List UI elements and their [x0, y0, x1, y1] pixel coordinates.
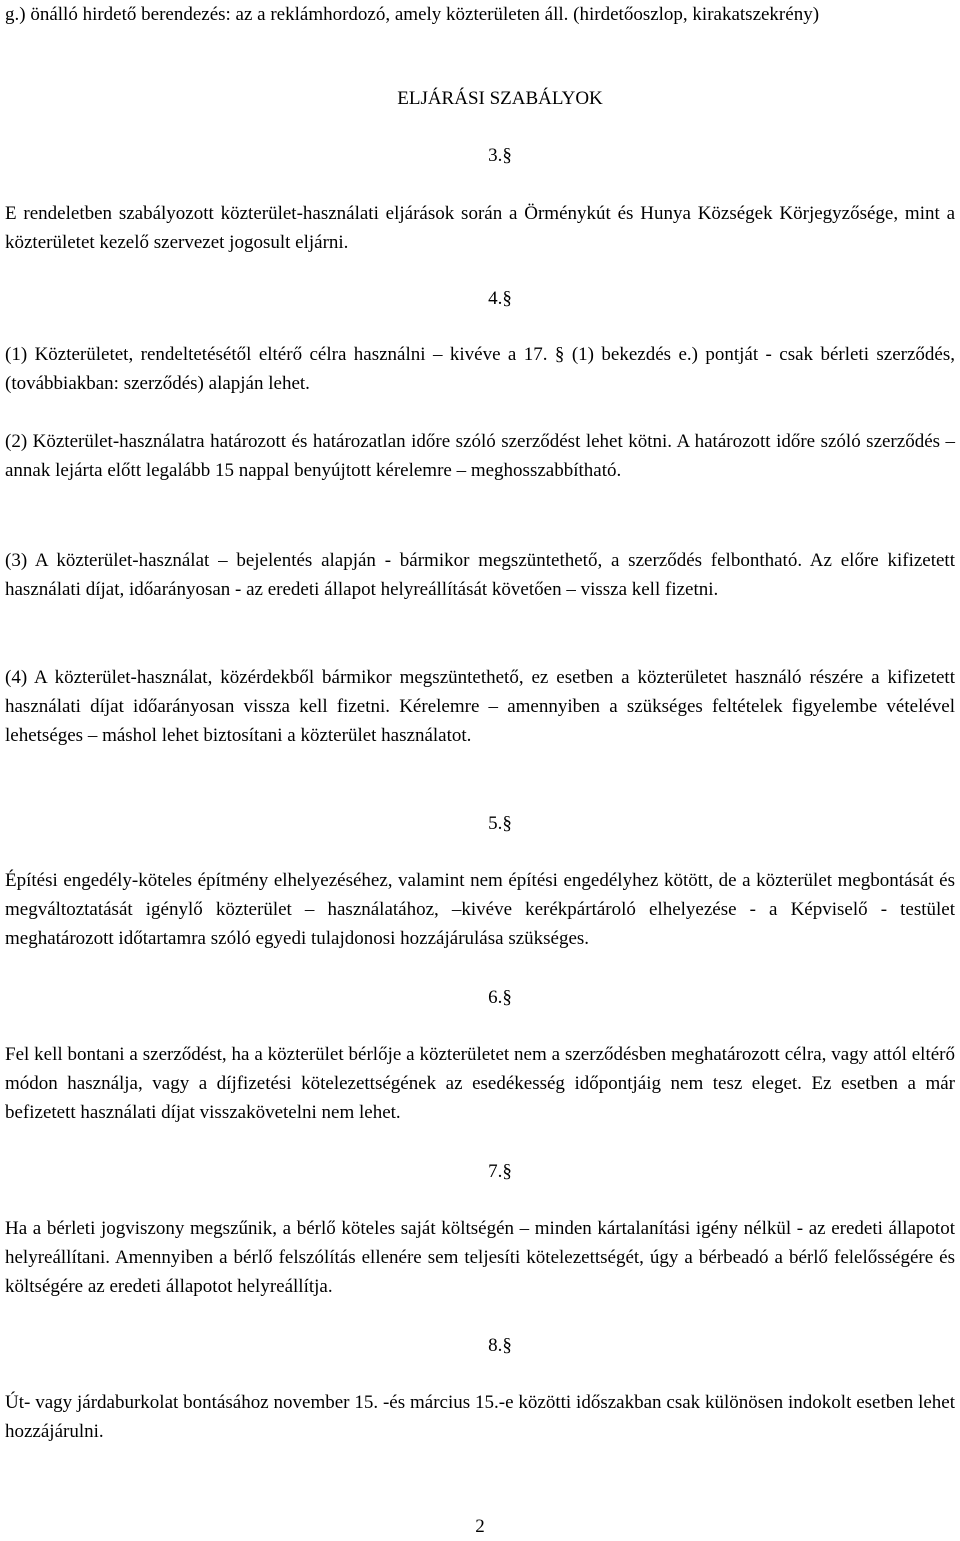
- section-4-paragraph-3: (3) A közterület-használat – bejelentés alapján - bármikor megszüntethető, a szerződés felbontható. Az előre kifizetett használati díjat, időarányosan - az eredeti állapot helyreállítását követően – vissza kell fizetni.: [5, 550, 955, 600]
- section-number-6: 6.§: [488, 987, 512, 1008]
- section-3-paragraph-1: E rendeletben szabályozott közterület-használati eljárások során a Örménykút és Hunya Községek Körjegyzősége, mint a közterületet kezelő szervezet jogosult eljárni.: [5, 203, 955, 253]
- section-number-7: 7.§: [488, 1161, 512, 1182]
- section-number-5: 5.§: [488, 813, 512, 834]
- section-8-paragraph-1: Út- vagy járdaburkolat bontásához november 15. -és március 15.-e közötti időszakban csak különösen indokolt esetben lehet hozzájárulni.: [5, 1392, 955, 1442]
- intro-item-g: g.) önálló hirdető berendezés: az a reklámhordozó, amely közterületen áll. (hirdetőoszlop, kirakatszekrény): [5, 4, 820, 25]
- section-number-3: 3.§: [488, 145, 512, 166]
- section-6-paragraph-1: Fel kell bontani a szerződést, ha a közterület bérlője a közterületet nem a szerződésben meghatározott célra, vagy attól eltérő módon használja, vagy a díjfizetési kötelezettségének az esedékesség időpontjáig nem tesz eleget. Ez esetben a már befizetett használati díjat visszakövetelni nem lehet.: [5, 1044, 955, 1123]
- section-4-paragraph-2: (2) Közterület-használatra határozott és határozatlan időre szóló szerződést lehet kötni. A határozott időre szóló szerződés – annak lejárta előtt legalább 15 nappal benyújtott kérelemre – meghosszabbítható.: [5, 431, 955, 481]
- section-heading: ELJÁRÁSI SZABÁLYOK: [397, 88, 603, 109]
- section-number-8: 8.§: [488, 1335, 512, 1356]
- page-number: 2: [475, 1516, 485, 1537]
- section-5-paragraph-1: Építési engedély-köteles építmény elhelyezéséhez, valamint nem építési engedélyhez kötött, de a közterület megbontását és megváltoztatását igénylő közterület – használatához, –kivéve kerékpártároló elhelyezése - a Képviselő - testület meghatározott időtartamra szóló egyedi tulajdonosi hozzájárulása szükséges.: [5, 870, 955, 949]
- section-4-paragraph-1: (1) Közterületet, rendeltetésétől eltérő célra használni – kivéve a 17. § (1) bekezdés e.) pontját - csak bérleti szerződés, (továbbiakban: szerződés) alapján lehet.: [5, 344, 955, 394]
- section-4-paragraph-4: (4) A közterület-használat, közérdekből bármikor megszüntethető, ez esetben a közterületet használó részére a kifizetett használati díjat időarányosan vissza kell fizetni. Kérelemre – amennyiben a szükséges feltételek figyelembe vételével lehetséges – máshol lehet biztosítani a közterület használatot.: [5, 667, 955, 746]
- section-number-4: 4.§: [488, 288, 512, 309]
- section-7-paragraph-1: Ha a bérleti jogviszony megszűnik, a bérlő köteles saját költségén – minden kártalanítási igény nélkül - az eredeti állapotot helyreállítani. Amennyiben a bérlő felszólítás ellenére sem teljesíti kötelezettségét, úgy a bérbeadó a bérlő felelősségére és költségére az eredeti állapotot helyreállítja.: [5, 1218, 955, 1297]
